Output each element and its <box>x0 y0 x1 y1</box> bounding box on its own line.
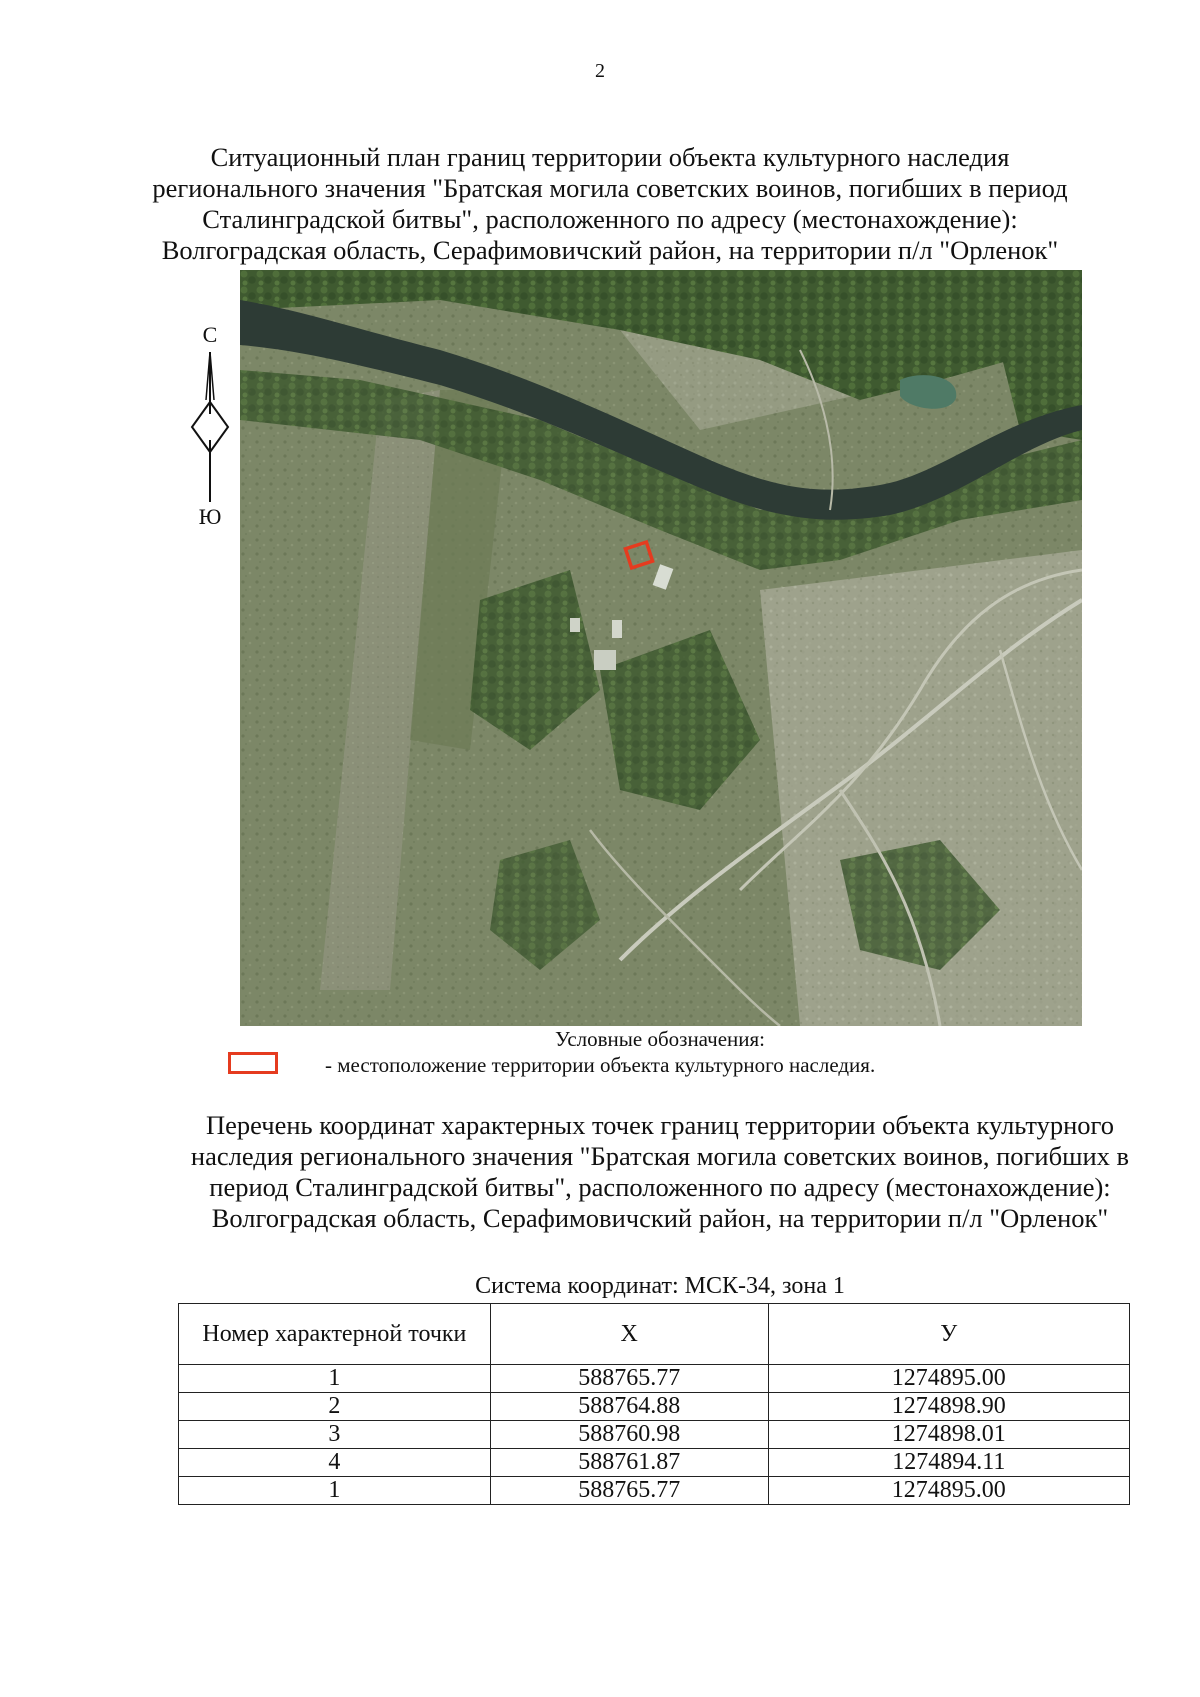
coordinate-system-label: Система координат: МСК-34, зона 1 <box>475 1273 845 1299</box>
header-y: У <box>768 1304 1129 1365</box>
cell-x: 588765.77 <box>490 1477 768 1505</box>
cell-y: 1274895.00 <box>768 1365 1129 1393</box>
cell-y: 1274895.00 <box>768 1477 1129 1505</box>
legend-swatch <box>228 1052 278 1074</box>
table-header-row <box>179 1304 1130 1365</box>
table-row <box>179 1449 1130 1477</box>
cell-y: 1274894.11 <box>768 1449 1129 1477</box>
legend-title: Условные обозначения: <box>554 1027 766 1051</box>
compass-south-label: Ю <box>198 504 222 529</box>
table-row <box>179 1477 1130 1505</box>
satellite-map <box>240 270 1082 1026</box>
coordinates-list-title: Перечень координат характерных точек границ территории объекта культурного наследия регионального значения "Братская могила советских воинов, погибших в период Сталинградской битвы", расположенного по адресу (местонахождение): Волгоградская область, Серафимовичский район, на территории п/л "Орленок" <box>190 1110 1130 1233</box>
satellite-image <box>240 270 1082 1026</box>
table-row <box>179 1365 1130 1393</box>
coordinates-table <box>178 1303 1130 1505</box>
cell-x: 588764.88 <box>490 1393 768 1421</box>
compass-arrow-icon <box>180 352 240 502</box>
header-point-number: Номер характерной точки <box>179 1304 491 1365</box>
cell-y: 1274898.01 <box>768 1421 1129 1449</box>
cell-x: 588760.98 <box>490 1421 768 1449</box>
cell-point-number: 3 <box>179 1421 491 1449</box>
header-x: X <box>490 1304 768 1365</box>
page-number: 2 <box>595 60 605 82</box>
compass <box>180 322 240 532</box>
cell-point-number: 2 <box>179 1393 491 1421</box>
cell-x: 588765.77 <box>490 1365 768 1393</box>
cell-point-number: 4 <box>179 1449 491 1477</box>
table-row <box>179 1421 1130 1449</box>
cell-y: 1274898.90 <box>768 1393 1129 1421</box>
cell-point-number: 1 <box>179 1477 491 1505</box>
plan-title: Ситуационный план границ территории объекта культурного наследия регионального значения "Братская могила советских воинов, погибших в период Сталинградской битвы", расположенного по адресу (местонахождение): Волгоградская область, Серафимовичский район, на территории п/л "Орленок" <box>152 142 1068 265</box>
cell-x: 588761.87 <box>490 1449 768 1477</box>
compass-north-label: С <box>202 322 218 347</box>
cell-point-number: 1 <box>179 1365 491 1393</box>
table-row <box>179 1393 1130 1421</box>
legend-item-text: - местоположение территории объекта культурного наследия. <box>325 1053 876 1077</box>
